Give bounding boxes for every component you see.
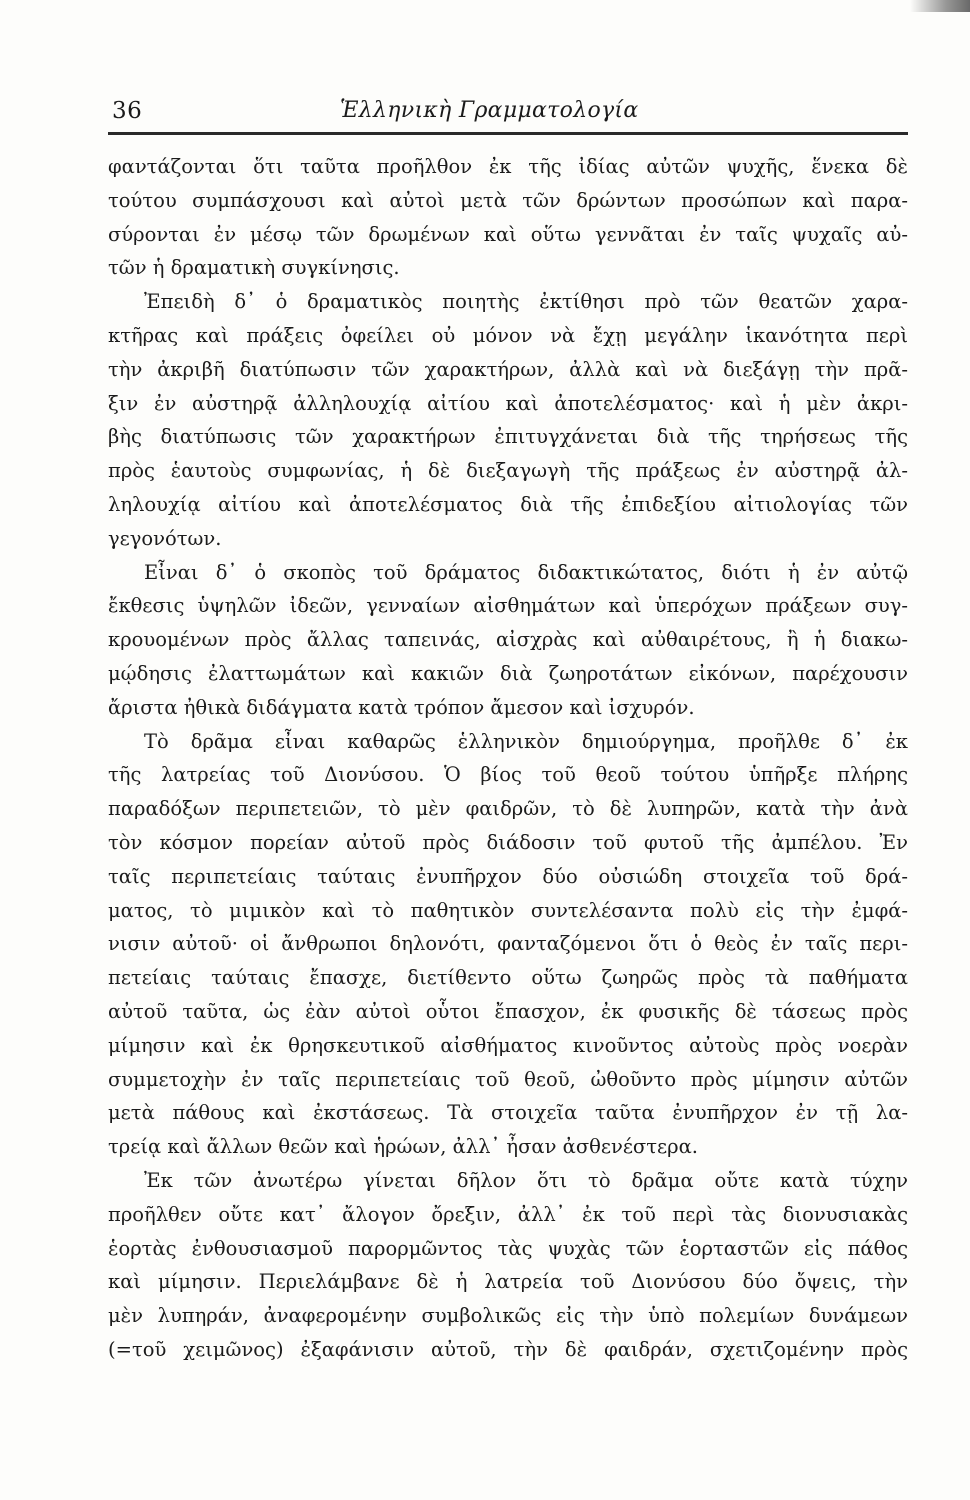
text-line: γεγονότων. [108, 526, 222, 550]
text-line: καὶ μίμησιν. Περιελάμβανε δὲ ἡ λατρεία τοῦ Διονύσου δύο ὄψεις, τὴν [108, 1270, 908, 1294]
text-line: παραδόξων περιπετειῶν, τὸ μὲν φαιδρῶν, τὸ δὲ λυπηρῶν, κατὰ τὴν ἀνὰ [108, 797, 908, 821]
text-line: ἔκθεσις ὑψηλῶν ἰδεῶν, γενναίων αἰσθημάτων καὶ ὑπερόχων πράξεων συγ- [108, 594, 908, 618]
text-line: ξιν ἐν αὐστηρᾷ ἀλληλουχίᾳ αἰτίου καὶ ἀποτελέσματος· καὶ ἡ μὲν ἀκρι- [108, 391, 908, 415]
text-line: τούτου συμπάσχουσι καὶ αὐτοὶ μετὰ τῶν δρώντων προσώπων καὶ παρα- [108, 188, 908, 212]
text-line: ληλουχίᾳ αἰτίου καὶ ἀποτελέσματος διὰ τῆς ἐπιδεξίου αἰτιολογίας τῶν [108, 492, 908, 516]
header-rule [108, 132, 908, 135]
text-line: τῶν ἡ δραματικὴ συγκίνησις. [108, 256, 400, 280]
text-line: τρείᾳ καὶ ἄλλων θεῶν καὶ ἡρώων, ἀλλ᾽ ἦσαν ἀσθενέστερα. [108, 1135, 698, 1159]
text-line: κρουομένων πρὸς ἄλλας ταπεινάς, αἰσχρὰς καὶ αὐθαιρέτους, ἢ ἡ διακω- [108, 628, 908, 652]
text-line: νισιν αὐτοῦ· οἱ ἄνθρωποι δηλονότι, φανταζόμενοι ὅτι ὁ θεὸς ἐν ταῖς περι- [108, 932, 908, 956]
text-line: τὸν κόσμον πορείαν αὐτοῦ πρὸς διάδοσιν τοῦ φυτοῦ τῆς ἀμπέλου. Ἐν [108, 830, 908, 854]
text-line: ταῖς περιπετείαις ταύταις ἐνυπῆρχον δύο οὐσιώδη στοιχεῖα τοῦ δρά- [108, 864, 908, 888]
text-line: ἑορτὰς ἐνθουσιασμοῦ παρορμῶντος τὰς ψυχὰς τῶν ἑορταστῶν εἰς πάθος [108, 1236, 908, 1260]
text-line: μῴδησις ἐλαττωμάτων καὶ κακιῶν διὰ ζωηροτάτων εἰκόνων, παρέχουσιν [108, 661, 908, 685]
text-line: (=τοῦ χειμῶνος) ἐξαφάνισιν αὐτοῦ, τὴν δὲ φαιδράν, σχετιζομένην πρὸς [108, 1337, 908, 1361]
scan-edge-mark [910, 0, 970, 12]
text-line: μίμησιν καὶ ἐκ θρησκευτικοῦ αἰσθήματος κινοῦντος αὐτοὺς πρὸς νοερὰν [108, 1033, 908, 1057]
text-line: προῆλθεν οὔτε κατ᾽ ἄλογον ὄρεξιν, ἀλλ᾽ ἐκ τοῦ περὶ τὰς διονυσιακὰς [108, 1202, 908, 1226]
paragraph-start-line: Ἐκ τῶν ἀνωτέρω γίνεται δῆλον ὅτι τὸ δρᾶμα οὔτε κατὰ τύχην [144, 1168, 908, 1192]
running-title: Ἑλληνικὴ Γραμματολογία [340, 98, 639, 123]
text-line: φαντάζονται ὅτι ταῦτα προῆλθον ἐκ τῆς ἰδίας αὐτῶν ψυχῆς, ἕνεκα δὲ [108, 155, 908, 178]
paragraph-start-line: Τὸ δρᾶμα εἶναι καθαρῶς ἑλληνικὸν δημιούργημα, προῆλθε δ᾽ ἐκ [144, 729, 908, 753]
text-line: βὴς διατύπωσις τῶν χαρακτήρων ἐπιτυγχάνεται διὰ τῆς τηρήσεως τῆς [108, 425, 908, 449]
page-header [112, 92, 902, 132]
text-line: ματος, τὸ μιμικὸν καὶ τὸ παθητικὸν συντελέσαντα πολὺ εἰς τὴν ἐμφά- [108, 898, 908, 922]
text-line: πρὸς ἑαυτοὺς συμφωνίας, ἡ δὲ διεξαγωγὴ τῆς πράξεως ἐν αὐστηρᾷ ἀλ- [108, 459, 908, 483]
text-line: σύρονται ἐν μέσῳ τῶν δρωμένων καὶ οὕτω γεννᾶται ἐν ταῖς ψυχαῖς αὐ- [108, 222, 908, 246]
text-line: μὲν λυπηράν, ἀναφερομένην συμβολικῶς εἰς τὴν ὑπὸ πολεμίων δυνάμεων [108, 1304, 908, 1328]
paragraph-start-line: Εἶναι δ᾽ ὁ σκοπὸς τοῦ δράματος διδακτικώτατος, διότι ἡ ἐν αὐτῷ [144, 560, 908, 584]
text-line: τὴν ἀκριβῆ διατύπωσιν τῶν χαρακτήρων, ἀλλὰ καὶ νὰ διεξάγῃ τὴν πρᾶ- [108, 357, 908, 381]
text-line: τῆς λατρείας τοῦ Διονύσου. Ὁ βίος τοῦ θεοῦ τούτου ὑπῆρξε πλήρης [108, 763, 908, 787]
text-line: αὐτοῦ ταῦτα, ὡς ἐὰν αὐτοὶ οὗτοι ἔπασχον, ἐκ φυσικῆς δὲ τάσεως πρὸς [108, 999, 908, 1023]
text-line: μετὰ πάθους καὶ ἐκστάσεως. Τὰ στοιχεῖα ταῦτα ἐνυπῆρχον ἐν τῇ λα- [108, 1101, 908, 1125]
text-line: ἄριστα ἠθικὰ διδάγματα κατὰ τρόπον ἄμεσον καὶ ἰσχυρόν. [108, 695, 695, 719]
text-line: πετείαις ταύταις ἔπασχε, διετίθεντο οὕτω ζωηρῶς πρὸς τὰ παθήματα [108, 966, 908, 990]
body-text [108, 150, 908, 1367]
paragraph-start-line: Ἐπειδὴ δ᾽ ὁ δραματικὸς ποιητὴς ἐκτίθησι πρὸ τῶν θεατῶν χαρα- [144, 290, 908, 314]
text-line: συμμετοχὴν ἐν ταῖς περιπετείαις τοῦ θεοῦ, ὠθοῦντο πρὸς μίμησιν αὐτῶν [108, 1067, 908, 1091]
page-number: 36 [112, 98, 143, 124]
text-line: κτῆρας καὶ πράξεις ὀφείλει οὐ μόνον νὰ ἔχῃ μεγάλην ἱκανότητα περὶ [108, 323, 908, 347]
